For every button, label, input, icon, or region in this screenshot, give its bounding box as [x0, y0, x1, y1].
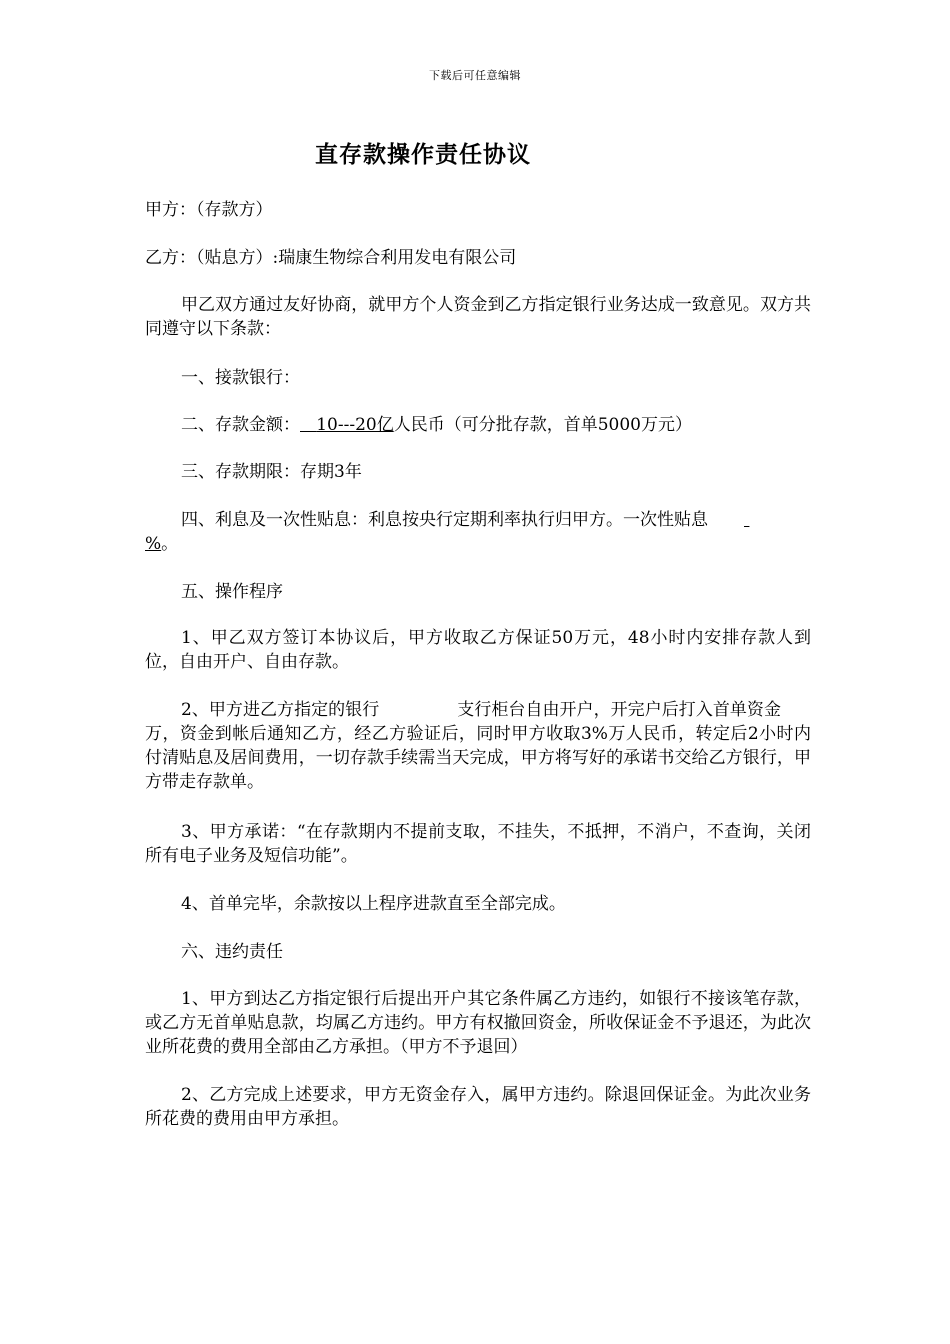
clause-4-interest	[145, 508, 811, 556]
document-title: 直存款操作责任协议	[315, 141, 531, 168]
intro-paragraph: 甲乙双方通过友好协商，就甲方个人资金到乙方指定银行业务达成一致意见。双方共同遵守以下条款：	[145, 295, 811, 339]
breach-1: 1、甲方到达乙方指定银行后提出开户其它条件属乙方违约，如银行不接该笔存款，或乙方无首单贴息款，均属乙方违约。甲方有权撤回资金，所收保证金不予退还，为此次业所花费的费用全部由乙方承担。（甲方不予退回）	[145, 989, 811, 1057]
clause-2-deposit-amount	[145, 413, 811, 437]
subsidy-rate-percent: %	[145, 534, 162, 554]
subsidy-rate-blank	[708, 508, 744, 532]
clause-4-text: 四、利息及一次性贴息：利息按央行定期利率执行归甲方。一次性贴息	[181, 510, 708, 530]
breach-2: 2、乙方完成上述要求，甲方无资金存入，属甲方违约。除退回保证金。为此次业务所花费的费用由甲方承担。	[145, 1085, 811, 1129]
procedure-2-part-b: 支行柜台自由开户，开完户后打入首单资金	[457, 700, 781, 720]
clause-4-end: 。	[161, 534, 179, 554]
procedure-4: 4、首单完毕，余款按以上程序进款直至全部完成。	[181, 894, 566, 914]
download-note: 下载后可任意编辑	[429, 69, 521, 82]
procedure-3: 3、甲方承诺：“在存款期内不提前支取，不挂失，不抵押，不消户，不查询，关闭所有电子业务及短信功能”。	[145, 822, 811, 866]
clause-5-heading: 五、操作程序	[181, 582, 283, 602]
clause-2-label: 二、存款金额：	[181, 415, 300, 435]
procedure-2-part-a: 2、甲方进乙方指定的银行	[181, 700, 380, 720]
clause-3-deposit-term: 三、存款期限：存期3年	[181, 462, 362, 482]
clause-2-rest: 人民币（可分批存款，首单5000万元）	[393, 415, 692, 435]
clause-6-heading: 六、违约责任	[181, 942, 283, 962]
clause-1-receiving-bank: 一、接款银行：	[181, 368, 300, 388]
procedure-2	[145, 698, 811, 794]
party-b-line: 乙方：（贴息方）:瑞康生物综合利用发电有限公司	[145, 248, 517, 268]
procedure-1: 1、甲乙双方签订本协议后，甲方收取乙方保证50万元，48小时内安排存款人到位，自由开户、自由存款。	[145, 628, 811, 672]
deposit-amount-value: 10---20亿	[316, 415, 394, 435]
party-a-line: 甲方：（存款方）	[145, 200, 273, 220]
procedure-2-part-c: 万，资金到帐后通知乙方，经乙方验证后，同时甲方收取3%万人民币，转定后2小时内付清贴息及居间费用，一切存款手续需当天完成，甲方将写好的承诺书交给乙方银行，甲方带走存款单。	[145, 724, 811, 792]
